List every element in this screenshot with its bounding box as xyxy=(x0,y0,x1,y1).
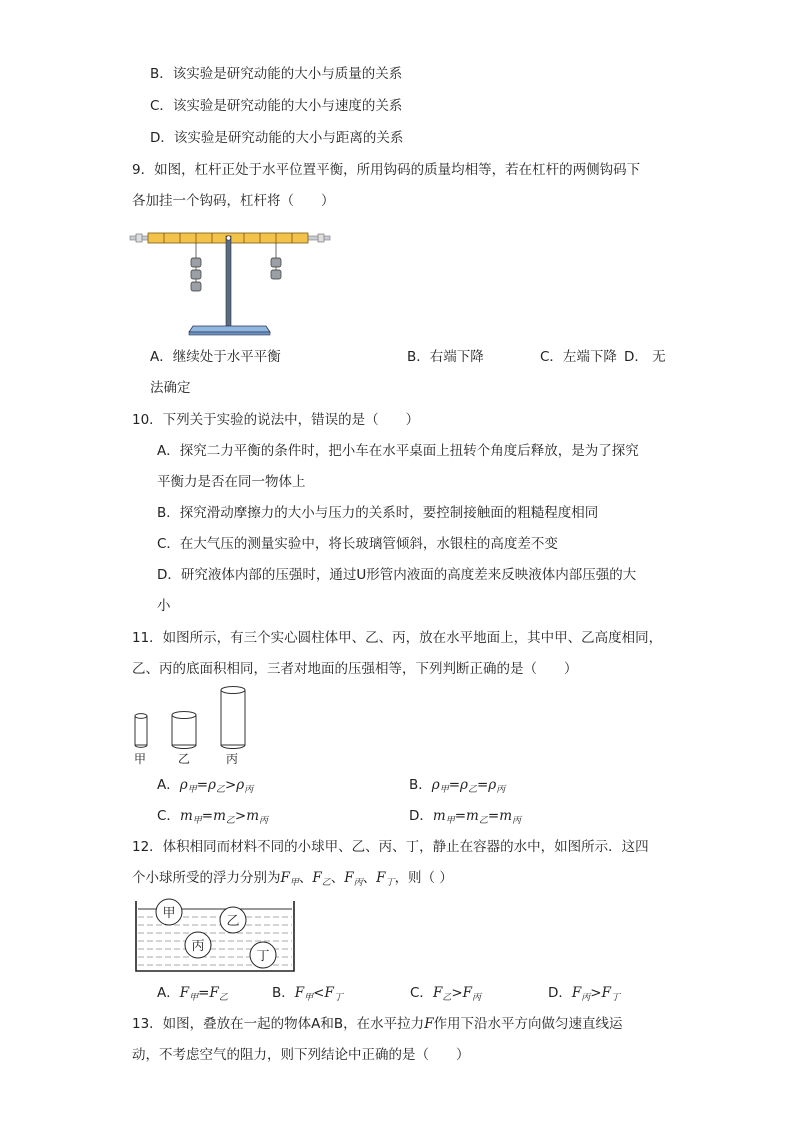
q11-option-b: B．$\rho_甲=\rho_乙=\rho_丙$ xyxy=(409,777,506,795)
cylinder-label-jia: 甲 xyxy=(134,752,147,766)
ball-jia: 甲 xyxy=(162,906,176,921)
cylinder-label-bing: 丙 xyxy=(226,752,239,766)
ball-bing: 丙 xyxy=(191,939,205,954)
q12-option-b: B．$F_甲<F_丁$ xyxy=(272,985,343,1003)
q8-option-b: B．该实验是研究动能的大小与质量的关系 xyxy=(150,66,403,82)
q10-option-a-cont: 平衡力是否在同一物体上 xyxy=(157,474,306,490)
q8-option-d: D．该实验是研究动能的大小与距离的关系 xyxy=(150,130,404,146)
q10-option-d: D．研究液体内部的压强时，通过U形管内液面的高度差来反映液体内部压强的大 xyxy=(157,567,637,583)
q10-option-b: B．探究滑动摩擦力的大小与压力的关系时，要控制接触面的粗糙程度相同 xyxy=(157,505,599,521)
q11-option-a: A．$\rho_甲=\rho_乙>\rho_丙$ xyxy=(157,777,254,795)
q12-stem-line2: 个小球所受的浮力分别为$F_甲$、$F_乙$、$F_丙$、$F_丁$，则（ ） xyxy=(132,870,453,888)
q13-stem-line1: 13．如图，叠放在一起的物体A和B，在水平拉力F作用下沿水平方向做匀速直线运 xyxy=(132,1016,623,1032)
q9-option-c: C．左端下降 xyxy=(540,349,617,365)
q11-stem-line1: 11．如图所示，有三个实心圆柱体甲、乙、丙，放在水平地面上，其中甲、乙高度相同， xyxy=(132,630,663,646)
lever-figure xyxy=(130,228,330,336)
cylinders-figure xyxy=(128,686,258,748)
q12-option-a: A．$F_甲=F_乙$ xyxy=(157,985,228,1003)
q9-option-b: B．右端下降 xyxy=(407,349,484,365)
q11-stem-line2: 乙、丙的底面积相同，三者对地面的压强相等，下列判断正确的是（ ） xyxy=(132,661,578,677)
q9-option-a: A．继续处于水平平衡 xyxy=(150,349,281,365)
q9-stem-line2: 各加挂一个钩码，杠杆将（ ） xyxy=(132,193,335,209)
q12-option-d: D．$F_丙>F_丁$ xyxy=(548,985,620,1003)
q11-option-c: C．$m_甲=m_乙>m_丙$ xyxy=(157,808,269,826)
ball-yi: 乙 xyxy=(226,914,240,929)
q9-option-d-cont: 法确定 xyxy=(150,380,191,396)
q10-stem: 10．下列关于实验的说法中，错误的是（ ） xyxy=(132,412,420,428)
q8-option-c: C．该实验是研究动能的大小与速度的关系 xyxy=(150,98,403,114)
q10-option-c: C．在大气压的测量实验中，将长玻璃管倾斜，水银柱的高度差不变 xyxy=(157,536,558,552)
q9-stem-line1: 9．如图，杠杆正处于水平位置平衡，所用钩码的质量均相等，若在杠杆的两侧钩码下 xyxy=(132,162,641,178)
q9-option-d: D． 无 xyxy=(624,349,666,365)
ball-ding: 丁 xyxy=(256,949,270,964)
cylinder-label-yi: 乙 xyxy=(178,752,191,766)
q10-option-a: A．探究二力平衡的条件时，把小车在水平桌面上扭转个角度后释放，是为了探究 xyxy=(157,443,639,459)
q10-option-d-cont: 小 xyxy=(157,598,171,614)
q12-option-c: C．$F_乙>F_丙$ xyxy=(410,985,482,1003)
q13-stem-line2: 动，不考虑空气的阻力，则下列结论中正确的是（ ） xyxy=(132,1047,470,1063)
q12-stem-line1: 12．体积相同而材料不同的小球甲、乙、丙、丁，静止在容器的水中，如图所示．这四 xyxy=(132,839,649,855)
container-figure xyxy=(134,896,296,974)
q11-option-d: D．$m_甲=m_乙=m_丙$ xyxy=(409,808,522,826)
